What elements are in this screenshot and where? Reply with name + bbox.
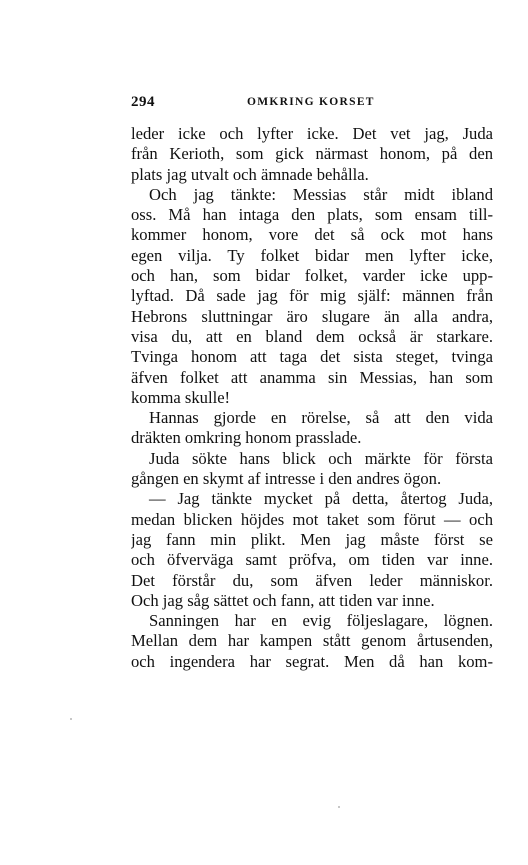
- text-line: Hebrons sluttningar äro slugare än alla andra,: [131, 306, 493, 326]
- text-line: och han, som bidar folket, varder icke upp-: [131, 266, 493, 286]
- running-head: [131, 94, 493, 114]
- text-line: Sanningen har en evig följeslagare, lögnen.: [149, 611, 493, 631]
- text-line: från Kerioth, som gick närmast honom, på den: [131, 144, 493, 164]
- text-line: Och jag tänkte: Messias står midt ibland: [149, 184, 493, 204]
- text-line: jag fann min plikt. Men jag måste först se: [131, 529, 493, 549]
- text-line: medan blicken höjdes mot taket som förut — och: [131, 509, 493, 529]
- text-line: leder icke och lyfter icke. Det vet jag, Juda: [131, 124, 493, 143]
- text-line: — Jag tänkte mycket på detta, återtog Juda,: [149, 489, 493, 509]
- text-line: Det förstår du, som äfven leder människor.: [131, 570, 493, 590]
- body-text: [131, 124, 493, 672]
- text-line: Tvinga honom att taga det sista steget, tvinga: [131, 347, 493, 367]
- text-line: Juda sökte hans blick och märkte för första: [149, 448, 493, 468]
- paper-speck: [338, 806, 340, 808]
- text-line: lyftad. Då sade jag för mig själf: männen från: [131, 286, 493, 306]
- text-line: kommer honom, vore det så ock mot hans: [131, 225, 493, 245]
- text-line: plats jag utvalt och ämnade behålla.: [131, 164, 369, 184]
- text-line: Och jag såg sättet och fann, att tiden var inne.: [131, 590, 435, 610]
- page-number: 294: [131, 94, 155, 110]
- text-line: egen vilja. Ty folket bidar men lyfter icke,: [131, 245, 493, 265]
- text-line: och öfverväga samt pröfva, om tiden var inne.: [131, 550, 493, 570]
- text-line: dräkten omkring honom prasslade.: [131, 428, 362, 448]
- text-line: visa du, att en bland dem också är starkare.: [131, 326, 493, 346]
- text-line: gången en skymt af intresse i den andres ögon.: [131, 469, 442, 489]
- text-line: komma skulle!: [131, 387, 231, 407]
- text-line: Mellan dem har kampen stått genom årtusenden,: [131, 631, 493, 651]
- text-line: och ingendera har segrat. Men då han kom-: [131, 651, 493, 671]
- running-title: OMKRING KORSET: [247, 96, 375, 108]
- text-line: äfven folket att anamma sin Messias, han som: [131, 367, 493, 387]
- text-line: Hannas gjorde en rörelse, så att den vida: [149, 408, 493, 428]
- paper-speck: [70, 718, 72, 720]
- text-line: oss. Må han intaga den plats, som ensam till-: [131, 205, 493, 225]
